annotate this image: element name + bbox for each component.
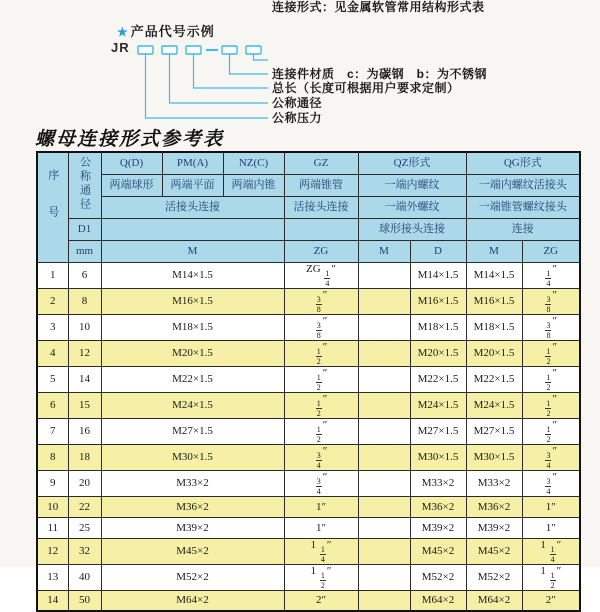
cell-qg-zg: 1″ bbox=[522, 496, 580, 517]
cell-m: M39×2 bbox=[101, 517, 284, 538]
callout-label-diameter: 公称通径 bbox=[272, 96, 323, 110]
cell-qz-d: M64×2 bbox=[410, 590, 466, 611]
header-blank-m bbox=[101, 218, 284, 240]
cell-qg-m: M64×2 bbox=[466, 590, 522, 611]
cell-zg: $\frac{1}{2}$ ″ bbox=[284, 418, 358, 444]
col-header-dn bbox=[68, 152, 101, 218]
cell-qg-m: M16×1.5 bbox=[466, 288, 522, 314]
fraction: $\frac{3}{4}$ bbox=[546, 450, 551, 470]
cell-qz-m bbox=[358, 262, 410, 288]
header-qg-sub2: 一端锥管螺纹接头 bbox=[466, 196, 580, 218]
cell-zg: 1″ bbox=[284, 517, 358, 538]
col-header-seq bbox=[37, 152, 68, 262]
cell-qg-zg: $\frac{1}{2}$ ″ bbox=[522, 366, 580, 392]
cell-qz-d: M33×2 bbox=[410, 470, 466, 496]
cell-qg-m: M18×1.5 bbox=[466, 314, 522, 340]
cell-m: M52×2 bbox=[101, 564, 284, 590]
header-q-sub: 两端球形 bbox=[101, 174, 162, 196]
cell-qz-m bbox=[358, 288, 410, 314]
fraction: $\frac{1}{2}$ bbox=[546, 398, 551, 418]
cell-qz-d: M18×1.5 bbox=[410, 314, 466, 340]
header-qg-connection: 连接 bbox=[466, 218, 580, 240]
cell-qg-zg: $\frac{3}{4}$ ″ bbox=[522, 444, 580, 470]
cell-seq: 4 bbox=[37, 340, 68, 366]
cell-dn: 14 bbox=[68, 366, 101, 392]
cell-seq: 12 bbox=[37, 538, 68, 564]
cell-dn: 12 bbox=[68, 340, 101, 366]
cell-qg-zg: $\frac{1}{4}$ ″ bbox=[522, 262, 580, 288]
diagram-title-text: 产品代号示例 bbox=[130, 24, 215, 39]
cell-dn: 40 bbox=[68, 564, 101, 590]
cell-qg-m: M45×2 bbox=[466, 538, 522, 564]
cell-m: M30×1.5 bbox=[101, 444, 284, 470]
cell-qz-d: M52×2 bbox=[410, 564, 466, 590]
cell-qg-m: M20×1.5 bbox=[466, 340, 522, 366]
code-prefix: JR bbox=[111, 40, 130, 55]
cell-zg: $\frac{1}{2}$ ″ bbox=[284, 392, 358, 418]
cell-zg: 1″ bbox=[284, 496, 358, 517]
cell-qz-m bbox=[358, 517, 410, 538]
cell-qg-m: M24×1.5 bbox=[466, 392, 522, 418]
fraction: $\frac{3}{8}$ bbox=[316, 320, 321, 340]
cell-qz-m bbox=[358, 496, 410, 517]
cell-qz-d: M20×1.5 bbox=[410, 340, 466, 366]
cell-seq: 5 bbox=[37, 366, 68, 392]
cell-qz-d: M22×1.5 bbox=[410, 366, 466, 392]
cell-qz-m bbox=[358, 340, 410, 366]
callout-label-material: 连接件材质 c：为碳钢 b：为不锈钢 bbox=[272, 67, 488, 81]
cell-qz-m bbox=[358, 314, 410, 340]
header-unit-qz-m: M bbox=[358, 240, 410, 262]
cell-m: M22×1.5 bbox=[101, 366, 284, 392]
header-row-3 bbox=[37, 196, 580, 218]
col-header-nz: NZ(C) bbox=[223, 152, 284, 174]
cell-qz-d: M24×1.5 bbox=[410, 392, 466, 418]
table-row bbox=[37, 444, 580, 470]
cell-seq: 6 bbox=[37, 392, 68, 418]
table-row bbox=[37, 418, 580, 444]
cell-qz-m bbox=[358, 418, 410, 444]
cell-qz-m bbox=[358, 538, 410, 564]
cell-zg: 1 $\frac{1}{2}$ ″ bbox=[284, 564, 358, 590]
code-field-box bbox=[246, 46, 261, 54]
fraction: $\frac{1}{2}$ bbox=[316, 424, 321, 444]
code-field-box bbox=[162, 46, 177, 54]
header-unit-qg-zg: ZG bbox=[522, 240, 580, 262]
table-row bbox=[37, 314, 580, 340]
cell-m: M64×2 bbox=[101, 590, 284, 611]
cell-zg: $\frac{3}{8}$ ″ bbox=[284, 288, 358, 314]
col-header-pm: PM(A) bbox=[162, 152, 223, 174]
header-qg-sub: 一端内螺纹活接头 bbox=[466, 174, 580, 196]
cell-qz-m bbox=[358, 444, 410, 470]
cell-m: M45×2 bbox=[101, 538, 284, 564]
cell-m: M24×1.5 bbox=[101, 392, 284, 418]
code-field-box bbox=[222, 46, 237, 54]
code-field-box bbox=[186, 46, 201, 54]
cell-qz-d: M14×1.5 bbox=[410, 262, 466, 288]
cell-qg-m: M27×1.5 bbox=[466, 418, 522, 444]
cell-qg-zg: $\frac{1}{2}$ ″ bbox=[522, 392, 580, 418]
col-header-gz: GZ bbox=[284, 152, 358, 174]
fraction: $\frac{1}{2}$ bbox=[546, 346, 551, 366]
col-header-dn-text: 公称通径 bbox=[78, 155, 91, 212]
table-row bbox=[37, 496, 580, 517]
cell-qz-m bbox=[358, 590, 410, 611]
fraction: $\frac{3}{8}$ bbox=[546, 294, 551, 314]
header-qz-connection: 球形接头连接 bbox=[358, 218, 466, 240]
cell-seq: 3 bbox=[37, 314, 68, 340]
header-row-5 bbox=[37, 240, 580, 262]
table-body bbox=[37, 262, 580, 611]
fraction: $\frac{1}{2}$ bbox=[546, 424, 551, 444]
fraction: $\frac{1}{2}$ bbox=[316, 372, 321, 392]
cell-qz-d: M27×1.5 bbox=[410, 418, 466, 444]
header-pm-sub: 两端平面 bbox=[162, 174, 223, 196]
cell-zg: 2″ bbox=[284, 590, 358, 611]
cell-qg-zg: 2″ bbox=[522, 590, 580, 611]
callout-line bbox=[254, 54, 269, 60]
cell-qz-m bbox=[358, 392, 410, 418]
cell-seq: 2 bbox=[37, 288, 68, 314]
callout-line bbox=[146, 54, 269, 118]
header-nz-sub: 两端内锥 bbox=[223, 174, 284, 196]
cell-dn: 22 bbox=[68, 496, 101, 517]
fraction: $\frac{3}{4}$ bbox=[316, 476, 321, 496]
header-unit-qg-m: M bbox=[466, 240, 522, 262]
header-qz-sub: 一端内螺纹 bbox=[358, 174, 466, 196]
cell-m: M27×1.5 bbox=[101, 418, 284, 444]
cell-qz-d: M36×2 bbox=[410, 496, 466, 517]
cell-seq: 1 bbox=[37, 262, 68, 288]
cell-zg: $\frac{3}{4}$ ″ bbox=[284, 470, 358, 496]
cell-qz-m bbox=[358, 470, 410, 496]
header-qz-sub2: 一端外螺纹 bbox=[358, 196, 466, 218]
table-row bbox=[37, 564, 580, 590]
fraction: $\frac{1}{2}$ bbox=[316, 398, 321, 418]
col-header-qg: QG形式 bbox=[466, 152, 580, 174]
callout-label-connection: 连接形式：见金属软管常用结构形式表 bbox=[272, 0, 485, 14]
cell-qz-m bbox=[358, 564, 410, 590]
header-blank-gz bbox=[284, 218, 358, 240]
header-gz-union: 活接头连接 bbox=[284, 196, 358, 218]
fraction: $\frac{1}{4}$ bbox=[320, 544, 325, 564]
cell-qg-zg: 1 $\frac{1}{4}$ ″ bbox=[522, 538, 580, 564]
cell-m: M33×2 bbox=[101, 470, 284, 496]
cell-dn: 20 bbox=[68, 470, 101, 496]
fraction: $\frac{1}{2}$ bbox=[546, 372, 551, 392]
fraction: $\frac{1}{4}$ bbox=[546, 268, 551, 288]
callout-line bbox=[170, 54, 269, 103]
nut-connection-reference-table bbox=[36, 151, 581, 612]
cell-qz-d: M39×2 bbox=[410, 517, 466, 538]
header-unit-m: M bbox=[101, 240, 284, 262]
cell-qg-m: M39×2 bbox=[466, 517, 522, 538]
cell-m: M16×1.5 bbox=[101, 288, 284, 314]
cell-qg-m: M33×2 bbox=[466, 470, 522, 496]
fraction: $\frac{3}{8}$ bbox=[546, 320, 551, 340]
cell-qg-zg: $\frac{1}{2}$ ″ bbox=[522, 418, 580, 444]
cell-qg-zg: 1″ bbox=[522, 517, 580, 538]
header-gz-sub: 两端锥管 bbox=[284, 174, 358, 196]
cell-qg-zg: 1 $\frac{1}{2}$ ″ bbox=[522, 564, 580, 590]
table-row bbox=[37, 288, 580, 314]
fraction: $\frac{3}{4}$ bbox=[316, 450, 321, 470]
header-unit-zg: ZG bbox=[284, 240, 358, 262]
cell-m: M18×1.5 bbox=[101, 314, 284, 340]
cell-dn: 18 bbox=[68, 444, 101, 470]
fraction: $\frac{3}{4}$ bbox=[546, 476, 551, 496]
callout-label-length: 总长（长度可根据用户要求定制） bbox=[272, 81, 460, 95]
col-header-qz: QZ形式 bbox=[358, 152, 466, 174]
cell-seq: 11 bbox=[37, 517, 68, 538]
table-row bbox=[37, 590, 580, 611]
cell-qg-zg: $\frac{3}{8}$ ″ bbox=[522, 314, 580, 340]
cell-seq: 9 bbox=[37, 470, 68, 496]
cell-qg-m: M52×2 bbox=[466, 564, 522, 590]
header-row-2 bbox=[37, 174, 580, 196]
cell-dn: 32 bbox=[68, 538, 101, 564]
fraction: $\frac{1}{2}$ bbox=[320, 570, 325, 590]
col-header-q: Q(D) bbox=[101, 152, 162, 174]
cell-dn: 10 bbox=[68, 314, 101, 340]
cell-seq: 7 bbox=[37, 418, 68, 444]
table-row bbox=[37, 392, 580, 418]
code-field-box bbox=[138, 46, 153, 54]
cell-m: M36×2 bbox=[101, 496, 284, 517]
fraction: $\frac{1}{2}$ bbox=[316, 346, 321, 366]
cell-qg-zg: $\frac{1}{2}$ ″ bbox=[522, 340, 580, 366]
callout-line bbox=[230, 54, 269, 74]
cell-qg-zg: $\frac{3}{8}$ ″ bbox=[522, 288, 580, 314]
header-row-1 bbox=[37, 152, 580, 174]
cell-zg: $\frac{3}{8}$ ″ bbox=[284, 314, 358, 340]
cell-m: M14×1.5 bbox=[101, 262, 284, 288]
cell-qz-d: M16×1.5 bbox=[410, 288, 466, 314]
table-title: 螺母连接形式参考表 bbox=[35, 129, 225, 150]
fraction: $\frac{3}{8}$ bbox=[316, 294, 321, 314]
cell-qg-m: M36×2 bbox=[466, 496, 522, 517]
col-header-seq-text: 序号 bbox=[46, 168, 59, 243]
cell-seq: 14 bbox=[37, 590, 68, 611]
cell-qg-m: M22×1.5 bbox=[466, 366, 522, 392]
table-header bbox=[37, 152, 580, 262]
fraction: $\frac{1}{4}$ bbox=[550, 544, 555, 564]
cell-dn: 6 bbox=[68, 262, 101, 288]
cell-dn: 15 bbox=[68, 392, 101, 418]
cell-dn: 50 bbox=[68, 590, 101, 611]
cell-m: M20×1.5 bbox=[101, 340, 284, 366]
cell-zg: $\frac{3}{4}$ ″ bbox=[284, 444, 358, 470]
header-d1: D1 bbox=[68, 218, 101, 240]
cell-seq: 13 bbox=[37, 564, 68, 590]
fraction: $\frac{1}{4}$ bbox=[325, 268, 330, 288]
callout-line bbox=[194, 54, 269, 88]
cell-qg-m: M14×1.5 bbox=[466, 262, 522, 288]
header-mm: mm bbox=[68, 240, 101, 262]
table-row bbox=[37, 470, 580, 496]
header-unit-qz-d: D bbox=[410, 240, 466, 262]
fraction: $\frac{1}{2}$ bbox=[550, 570, 555, 590]
cell-seq: 10 bbox=[37, 496, 68, 517]
table-row bbox=[37, 538, 580, 564]
cell-zg: ZG $\frac{1}{4}$ ″ bbox=[284, 262, 358, 288]
cell-dn: 16 bbox=[68, 418, 101, 444]
cell-qz-m bbox=[358, 366, 410, 392]
cell-seq: 8 bbox=[37, 444, 68, 470]
cell-zg: $\frac{1}{2}$ ″ bbox=[284, 340, 358, 366]
cell-qz-d: M45×2 bbox=[410, 538, 466, 564]
callout-label-pressure: 公称压力 bbox=[272, 111, 323, 125]
cell-dn: 25 bbox=[68, 517, 101, 538]
cell-qg-zg: $\frac{3}{4}$ ″ bbox=[522, 470, 580, 496]
table-row bbox=[37, 366, 580, 392]
header-union-connection: 活接头连接 bbox=[101, 196, 284, 218]
cell-zg: $\frac{1}{2}$ ″ bbox=[284, 366, 358, 392]
table-row bbox=[37, 517, 580, 538]
cell-qz-d: M30×1.5 bbox=[410, 444, 466, 470]
header-row-4 bbox=[37, 218, 580, 240]
table-row bbox=[37, 340, 580, 366]
cell-zg: 1 $\frac{1}{4}$ ″ bbox=[284, 538, 358, 564]
table-row bbox=[37, 262, 580, 288]
star-icon: ★ bbox=[117, 25, 129, 39]
cell-dn: 8 bbox=[68, 288, 101, 314]
cell-qg-m: M30×1.5 bbox=[466, 444, 522, 470]
